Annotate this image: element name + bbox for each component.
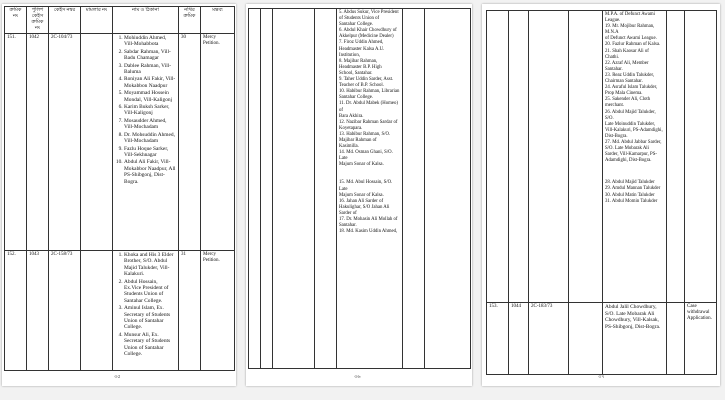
list-item: Headmaster Kalsa A.U. xyxy=(339,46,385,52)
empty-cell xyxy=(509,11,529,303)
continued-name-list xyxy=(605,12,664,205)
empty-cell xyxy=(249,9,261,369)
register-table-page-3 xyxy=(486,10,717,375)
list-item: 10. Habibur Rahman, Librarian xyxy=(339,89,400,95)
suit-number-cell xyxy=(81,251,113,371)
list-item: Akkelpur (Medicine Dealer) xyxy=(339,34,394,40)
police-serial-cell: 1043 xyxy=(27,251,49,371)
empty-cell xyxy=(569,11,603,303)
list-item: 27. Md. Abdul Jabbar Sarder, xyxy=(605,139,662,145)
file-serial-cell xyxy=(667,303,685,375)
names-cell xyxy=(337,9,403,369)
page-number: ৩৬ xyxy=(354,375,361,380)
list-item: 9. Taher Uddin Sarder, Asst. xyxy=(339,77,394,83)
list-item: Majum Sonar of Kalsa. xyxy=(339,162,384,168)
header-case-number: কেইস নম্বর xyxy=(49,7,81,34)
document-page-3 xyxy=(482,4,720,386)
list-item: Majum Sonar of Kalsa. xyxy=(339,192,384,198)
list-item: 4. Roniyan Ali Fakir, Vill-Mokabbon Naadpur xyxy=(124,76,176,89)
remark-cell: Case withdrawal Application. xyxy=(685,303,717,375)
accused-list xyxy=(115,252,176,358)
empty-cell xyxy=(315,9,337,369)
list-item: 9. Fazlu Hoque Sarker, Vill-Sekhnagar xyxy=(124,146,176,159)
page-number: ৩৭ xyxy=(598,375,605,380)
table-row xyxy=(5,251,235,371)
list-item: Dist-Bogra. xyxy=(605,133,628,139)
list-item: 13. Habibur Rahman, S/O. xyxy=(339,131,391,137)
list-item: 17. Dr. Mohasin Ali Mollah of xyxy=(339,217,398,222)
list-item: Santahar College. xyxy=(339,95,374,101)
list-item: 16. Jahan Ali Sarder of xyxy=(339,198,384,204)
list-item: 2. Sabdar Rahman, Vill-Badu Chamagar xyxy=(124,49,176,62)
empty-cell xyxy=(403,9,425,369)
names-cell xyxy=(603,11,667,303)
list-item: 12. Nazibar Rahman Sardar of xyxy=(339,119,398,125)
list-item: 14. Md. Osman Ghani, S/O. Late xyxy=(339,150,393,162)
serial-cell: 151. xyxy=(5,34,27,251)
list-item: Bara Akhira. xyxy=(339,113,364,119)
file-serial-cell: 31 xyxy=(179,251,201,371)
list-item: M.P.A. of Defunct Awami xyxy=(605,12,655,17)
list-item: 31. Abdul Momin Talukder xyxy=(605,198,658,204)
header-name-address: নাম ও ঠিকানা xyxy=(113,7,179,34)
document-page-2 xyxy=(246,4,472,386)
case-number-cell: 2C-158/73 xyxy=(49,251,81,371)
list-item: 8. Dr. Mohsuddin Ahmed, Vill-Mochadam xyxy=(124,132,176,145)
list-item: 25. Sakender Ali, Cloth xyxy=(605,97,651,103)
table-row xyxy=(249,9,471,369)
list-item: Headmaster B.P. High xyxy=(339,64,382,70)
list-item: 5. Moyammad Hossein Mondal, Vill-Kaligonj xyxy=(124,90,176,103)
list-item: 30. Abdul Matin Talukder xyxy=(605,192,655,198)
list-item: 8. Majibar Rahman, xyxy=(339,58,378,64)
serial-cell: 152. xyxy=(5,251,27,371)
list-item: 1. Mohiuddin Ahmed, Vill-Mohabbota xyxy=(124,35,176,48)
names-cell xyxy=(603,303,667,375)
empty-cell xyxy=(487,11,509,303)
names-cell xyxy=(113,34,179,251)
header-serial: ক্রমিক নং xyxy=(5,7,27,34)
empty-cell xyxy=(261,9,273,369)
list-item: 7. Firoz Uddin Ahmed, xyxy=(339,40,384,46)
list-item: Santahar College. xyxy=(339,22,374,28)
list-item: Teacher of B.P. School. xyxy=(339,83,384,89)
list-item: Sarder of xyxy=(339,210,357,216)
suit-number-cell xyxy=(81,34,113,251)
police-serial-cell: 1042 xyxy=(27,34,49,251)
list-item: S/O. Late Mobarak Ali xyxy=(605,146,649,152)
header-police-serial: পুলিশ কেইস ক্রমিক নং xyxy=(27,7,49,34)
continued-name-list xyxy=(339,10,400,235)
list-item: League. xyxy=(605,18,621,24)
register-table-page-2 xyxy=(248,8,471,369)
header-file-serial: নথির ক্রমিক xyxy=(179,7,201,34)
list-item: 19. Mr. Mojibur Rahman, M.N.A xyxy=(605,24,655,36)
list-item: Adamdighi, Dist-Bogra. xyxy=(605,158,652,164)
spacer xyxy=(339,168,400,180)
empty-cell xyxy=(685,11,717,303)
suit-number-cell xyxy=(569,303,603,375)
table-row xyxy=(487,11,717,303)
case-number-cell: 2C-183/73 xyxy=(529,303,569,375)
table-row xyxy=(5,34,235,251)
page-number: ৩৫ xyxy=(114,375,121,380)
list-item: Prop Mala Cinema. xyxy=(605,91,643,97)
empty-cell xyxy=(667,11,685,303)
list-item: 10. Abdul Ali Fakir, Vill-Mokabbor Naadpur, All PS-Shibgonj, Dist-Bogra. xyxy=(124,159,176,185)
accused-name: Abdul Jalil Chowdhury, S/O. Late Mobarak Ali Chowdhury, Vill-Kalsak, PS-Shibgonj, Dist-Bogra. xyxy=(605,304,661,330)
list-item: 28. Abdul Majid Talukder xyxy=(605,180,655,186)
spacer xyxy=(605,164,664,180)
list-item: Hakulighar, S/O Jahan Ali xyxy=(339,204,390,210)
remark-cell: Mercy Petition. xyxy=(201,251,235,371)
list-item: 18. Md. Kasim Uddin Ahmed, xyxy=(339,229,398,235)
list-item: 5. Abdus Sukur, Vice President xyxy=(339,10,399,15)
list-item: 15. Md. Abul Hossain, S/O. Late xyxy=(339,180,393,192)
list-item: Chairman Santahar. xyxy=(605,79,643,85)
list-item: 23. Reaz Uddin Talukder, xyxy=(605,72,655,78)
list-item: 7. Mosaudder Ahmed, Vill-Mochadam xyxy=(124,118,176,131)
list-item: 4. Munsur Ali, Ex. Secretary of Students Union of Santahar College. xyxy=(124,332,176,358)
empty-cell xyxy=(425,9,471,369)
list-item: merchant. xyxy=(605,103,625,109)
police-serial-cell: 1044 xyxy=(509,303,529,375)
table-header-row xyxy=(5,7,235,34)
list-item: Majibar Rahman of xyxy=(339,137,377,143)
list-item: Kasimilla. xyxy=(339,144,359,150)
case-number-cell: 2C-104/73 xyxy=(49,34,81,251)
list-item: Santahar. xyxy=(339,223,357,229)
names-cell xyxy=(113,251,179,371)
list-item: 11. Dr. Abdul Mabek (Homeo) of xyxy=(339,101,398,113)
list-item: 21. Shah Kaosar Ali of Chathi. xyxy=(605,48,649,60)
list-item: 6. Karim Buksh Sarker, Vill-Kaligonj xyxy=(124,104,176,117)
list-item: 20. Fazlur Rahman of Kalsa. xyxy=(605,42,661,48)
list-item: 22. Azraf Ali, Member Santahar. xyxy=(605,60,649,72)
list-item: School, Santahar. xyxy=(339,70,373,76)
serial-cell: 153. xyxy=(487,303,509,375)
list-item: Late Moinuddin Talukder, xyxy=(605,121,656,127)
list-item: 26. Abdul Majid Talukder, S/O. xyxy=(605,109,656,121)
list-item: 1. Khoka and His 3 Elder Brother, S/O. Abdul Majid Talukder, Vill-Kalakuri. xyxy=(124,252,176,278)
list-item: Sarder, Vill-Kamarpur, PS- xyxy=(605,152,657,158)
empty-cell xyxy=(529,11,569,303)
header-suit-number: মামলার নং xyxy=(81,7,113,34)
list-item: Institution, xyxy=(339,52,360,58)
document-page-1 xyxy=(2,4,236,386)
list-item: 24. Asraful Islam Talukder, xyxy=(605,85,658,91)
list-item: of Defunct Awami League. xyxy=(605,36,657,42)
list-item: Vill-Kalakuri, PS-Adamdighi, xyxy=(605,127,663,133)
list-item: 29. Amdul Mannan Talukder xyxy=(605,186,661,192)
table-row xyxy=(487,303,717,375)
list-item: 6. Abdul Khair Chowdhury of xyxy=(339,28,397,34)
list-item: Koyetapara. xyxy=(339,125,363,131)
register-table-page-1 xyxy=(4,6,235,371)
header-remark: মন্তব্য xyxy=(201,7,235,34)
list-item: 2. Abdul Hossain, Ex.Vice President of Students Union of Santahar College. xyxy=(124,279,176,305)
accused-list xyxy=(115,35,176,185)
file-serial-cell: 30 xyxy=(179,34,201,251)
empty-cell xyxy=(273,9,315,369)
list-item: 3. Aminul Islam, Ex. Secretary of Students Union of Santahar College. xyxy=(124,305,176,331)
remark-cell: Mercy Petition. xyxy=(201,34,235,251)
list-item: 3. Dablee Rahman, Vill-Baluma xyxy=(124,63,176,76)
list-item: of Students Union of xyxy=(339,16,380,22)
